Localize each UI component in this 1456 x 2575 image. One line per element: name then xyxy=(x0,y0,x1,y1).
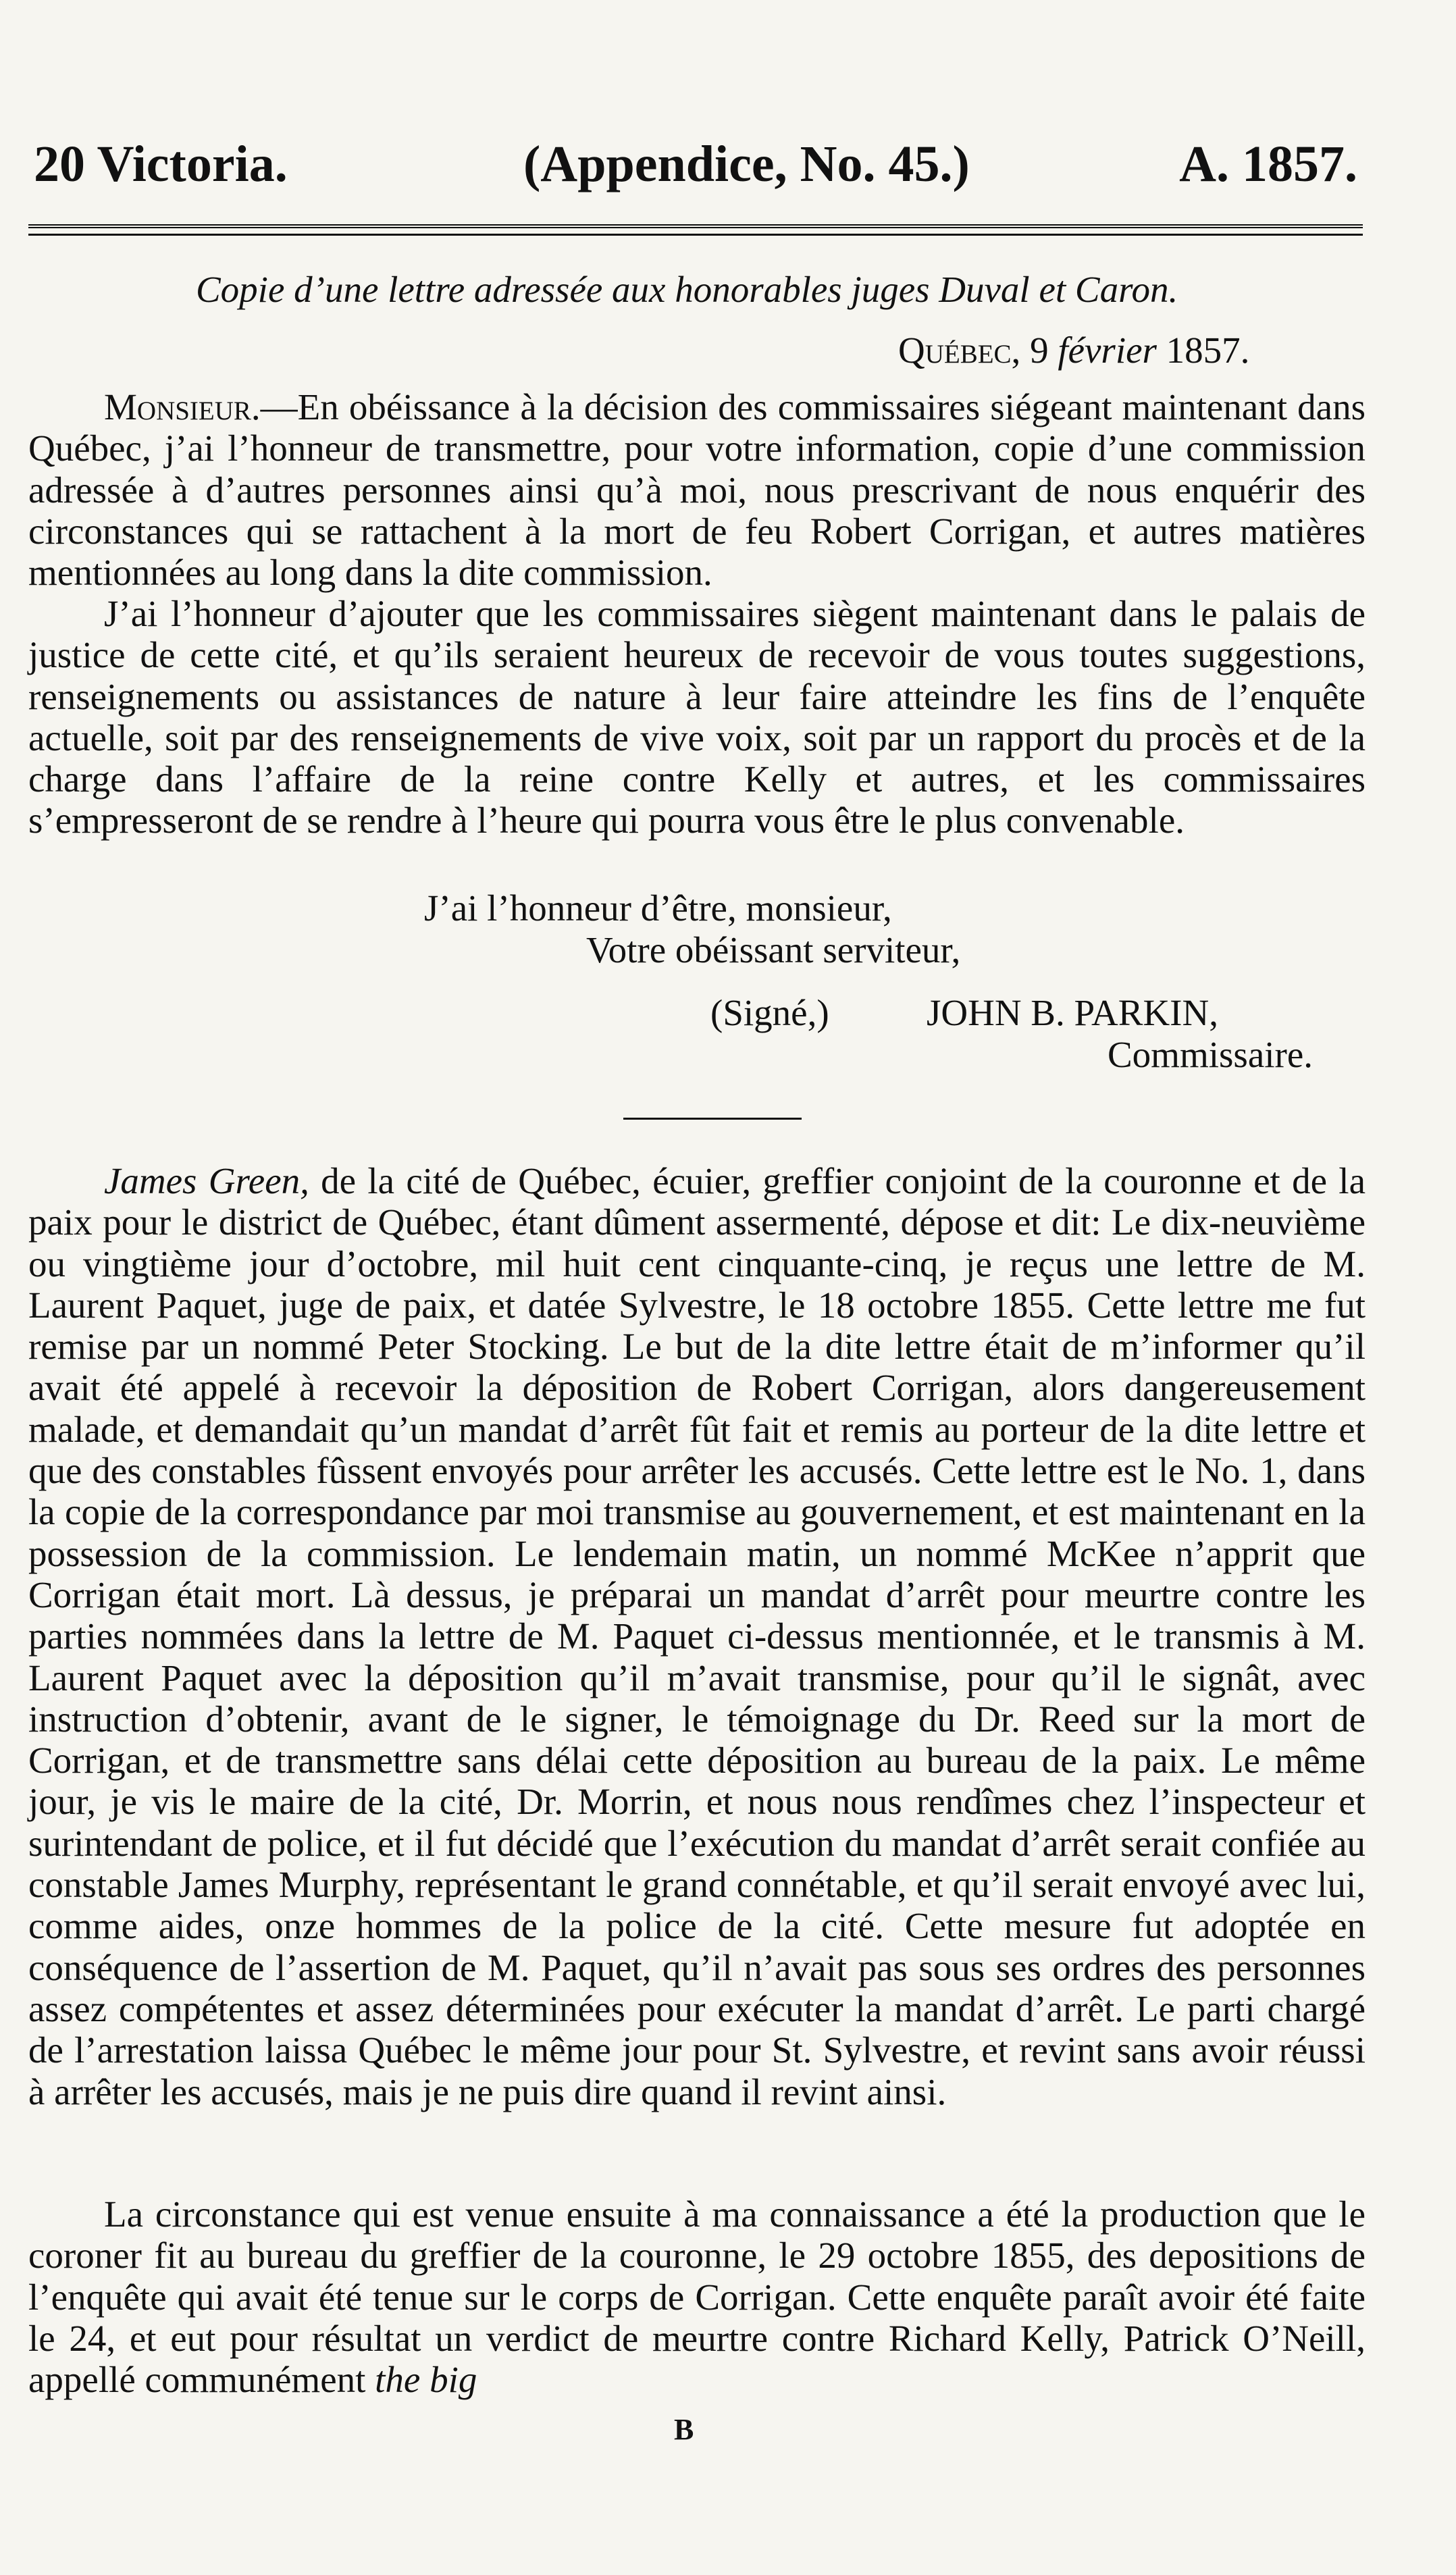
deposition-paragraph-2 xyxy=(28,2193,1366,2400)
dateline-place: Québec, xyxy=(898,330,1021,371)
letter-paragraph-1-body: —En obéissance à la décision des commissaires siégeant maintenant dans Québec, j’ai l’honneur de transmettre, pour votre information, copie d’une commission adressée à d’autres personnes ainsi qu’à moi, nous prescrivant de nous enquérir des circonstances qui se rattachent à la mort de feu Robert Corrigan, et autres matières mentionnées au long dans la dite commission. xyxy=(28,386,1366,594)
header-rule xyxy=(28,234,1363,236)
signature-mark: B xyxy=(674,2413,694,2446)
running-header xyxy=(34,127,1357,201)
header-appendix: (Appendice, No. 45.) xyxy=(523,136,970,192)
salutation: Monsieur. xyxy=(104,386,261,427)
dateline-day: 9 xyxy=(1030,330,1049,371)
header-year: A. 1857. xyxy=(1179,136,1357,192)
dateline-year: 1857. xyxy=(1166,330,1250,371)
signed-label: (Signé,) xyxy=(710,992,829,1033)
letter-title: Copie d’une lettre adressée aux honorables juges Duval et Caron. xyxy=(196,269,1178,310)
letter-paragraph-2: J’ai l’honneur d’ajouter que les commissaires siègent maintenant dans le palais de justice de cette cité, et qu’ils seraient heureux de recevoir de vous toutes suggestions, renseignements ou assistances de nature à leur faire atteindre les fins de l’enquête actuelle, soit par des renseignements de vive voix, soit par un rapport du procès et de la charge dans l’affaire de la reine contre Kelly et autres, et les commissaires s’empresseront de se rendre à l’heure qui pourra vous être le plus convenable. xyxy=(28,593,1366,841)
deposition-paragraph-2-italic: the big xyxy=(375,2359,477,2401)
dateline-month: février xyxy=(1058,330,1157,371)
closing-line-2: Votre obéissant serviteur, xyxy=(586,929,961,970)
deposition-paragraph-1-body: de la cité de Québec, écuier, greffier conjoint de la couronne et de la paix pour le district de Québec, étant dûment assermenté, dépose et dit: Le dix-neuvième ou vingtième jour d’octobre, mil huit cent cinquante-cinq, je reçus une lettre de M. Laurent Paquet, juge de paix, et datée Sylvestre, le 18 octobre 1855. Cette lettre me fut remise par un nommé Peter Stocking. Le but de la dite lettre était de m’informer qu’il avait été appelé à recevoir la déposition de Robert Corrigan, alors dangereusement malade, et demandait qu’un mandat d’arrêt fût fait et remis au porteur de la dite lettre et que des constables fûssent envoyés pour arrêter les accusés. Cette lettre est le No. 1, dans la copie de la correspondance par moi transmise au gouvernement, et est maintenant en la possession de la commission. Le lendemain matin, un nommé McKee n’apprit que Corrigan était mort. Là dessus, je préparai un mandat d’arrêt pour meurtre contre les parties nommées dans la lettre de M. Paquet ci-dessus mentionnée, et le transmis à M. Laurent Paquet avec la déposition qu’il m’avait transmise, pour qu’il le signât, avec instruction d’obtenir, avant de le signer, le témoignage du Dr. Reed sur la mort de Corrigan, et de transmettre sans délai cette déposition au bureau de la paix. Le même jour, je vis le maire de la cité, Dr. Morrin, et nous nous rendîmes chez l’inspecteur et surintendant de police, et il fut décidé que l’exécution du mandat d’arrêt serait confiée au constable James Murphy, représentant le grand connétable, et qu’il serait envoyé avec lui, comme aides, onze hommes de la police de la cité. Cette mesure fut adoptée en conséquence de l’assertion de M. Paquet, qu’il n’avait pas sous ses ordres des personnes assez compétentes et assez déterminées pour exécuter la mandat d’arrêt. Le parti chargé de l’arrestation laissa Québec le même jour pour St. Sylvestre, et revint sans avoir réussi à arrêter les accusés, mais je ne puis dire quand il revint ainsi. xyxy=(28,1160,1366,2112)
signatory-name: JOHN B. PARKIN, xyxy=(927,992,1218,1033)
deposition-paragraph-2-body: La circonstance qui est venue ensuite à ma connaissance a été la production que le coroner fit au bureau du greffier de la couronne, le 29 octobre 1855, des depositions de l’enquête qui avait été tenue sur le corps de Corrigan. Cette enquête paraît avoir été faite le 24, et eut pour résultat un verdict de meurtre contre Richard Kelly, Patrick O’Neill, appellé communément xyxy=(28,2193,1366,2401)
deposition-paragraph-1 xyxy=(28,1160,1366,2112)
closing-line-1: J’ai l’honneur d’être, monsieur, xyxy=(424,887,892,929)
letter-paragraph-1 xyxy=(28,386,1366,593)
section-divider xyxy=(623,1118,802,1120)
letter-dateline xyxy=(898,330,1249,371)
deponent-name: James Green, xyxy=(104,1160,309,1201)
signatory-title: Commissaire. xyxy=(1108,1034,1314,1075)
header-double-rule xyxy=(28,224,1363,232)
header-volume: 20 Victoria. xyxy=(34,136,288,192)
